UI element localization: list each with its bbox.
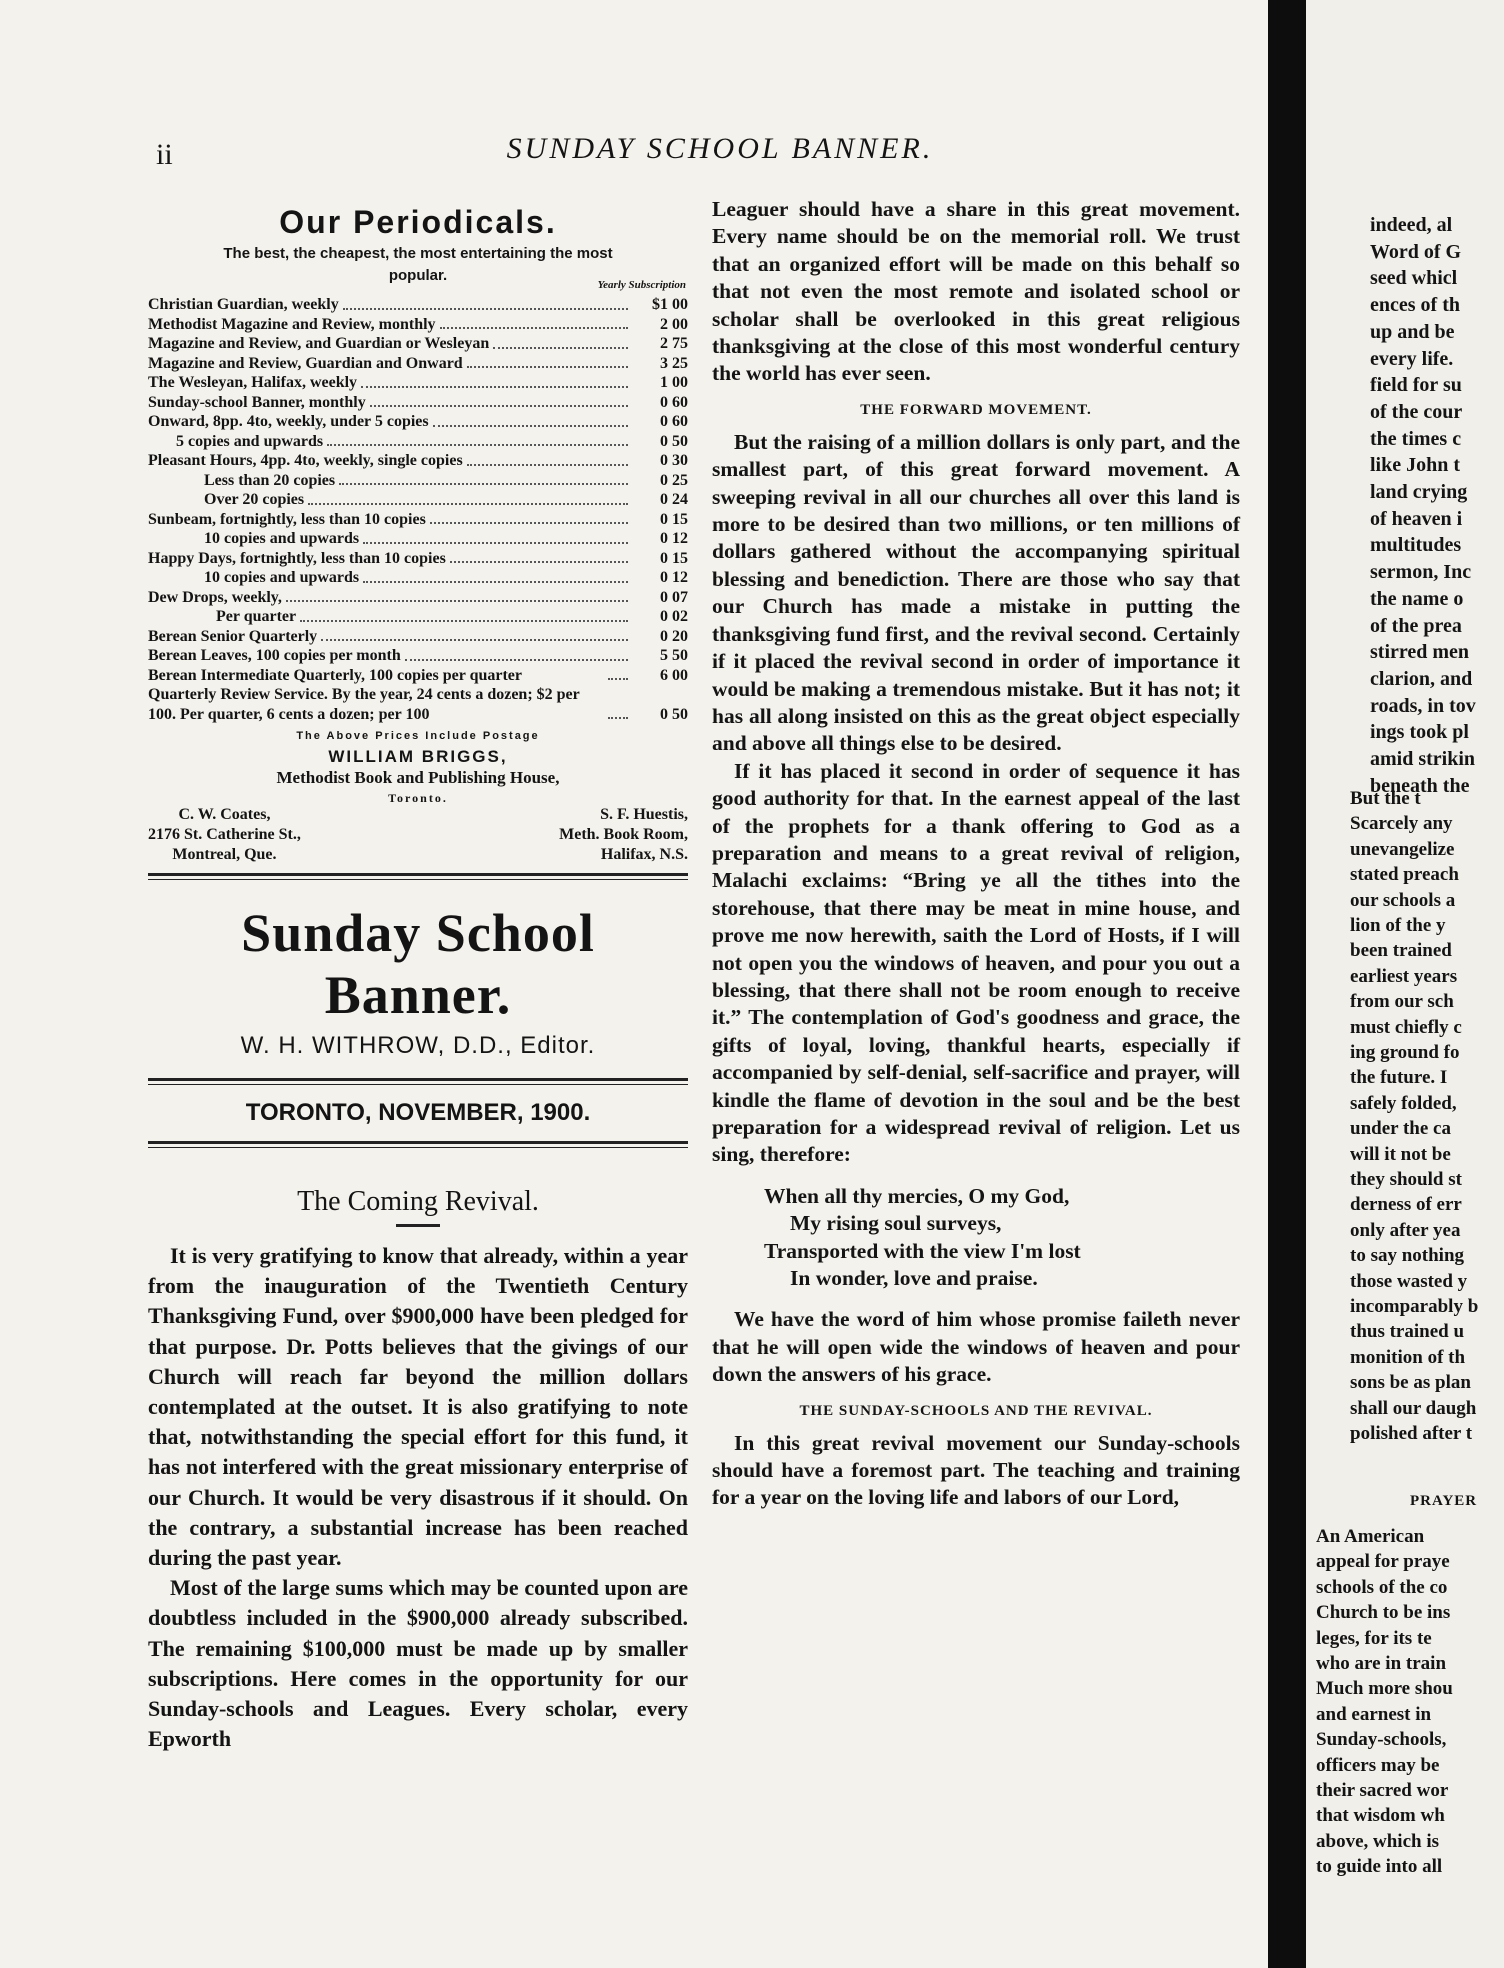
adjacent-text-line: amid strikin (1370, 748, 1476, 770)
periodical-name: Sunday-school Banner, monthly (148, 393, 366, 411)
article-paragraph: Most of the large sums which may be counted upon are doubtless included in the $900,000 already subscribed. The remaining $100,000 must be made up by smaller subscriptions. Here comes in the opportunity for our Sunday-schools and Leagues. Every scholar, every Epworth (148, 1575, 688, 1752)
leader-dots (608, 678, 628, 680)
leader-dots (343, 308, 628, 310)
leader-dots (308, 503, 628, 505)
rule-divider (148, 1078, 688, 1085)
adjacent-text-line: seed whicl (1370, 267, 1458, 290)
adjacent-text-line: the times c (1370, 427, 1462, 450)
price-list-item (148, 685, 688, 724)
price-list-item (148, 373, 688, 393)
price-list-item (148, 451, 688, 471)
leader-dots (300, 620, 628, 622)
price-list-item (148, 646, 688, 666)
periodical-price: 0 07 (660, 588, 688, 606)
publisher-block (148, 746, 688, 809)
price-list-item (148, 393, 688, 413)
adjacent-text-line: that wisdom wh (1316, 1805, 1445, 1827)
adjacent-text-line: thus trained u (1350, 1321, 1465, 1343)
publisher-name: WILLIAM BRIGGS, (328, 747, 508, 766)
price-list-item (148, 334, 688, 354)
periodical-price: 6 00 (660, 666, 688, 684)
hymn-line: Transported with the view I'm lost (764, 1238, 1081, 1263)
article-paragraph: In this great revival movement our Sunday-schools should have a foremost part. The teaching and training for a year on the loving life and labors of our Lord, (712, 1430, 1240, 1510)
article-paragraph: It is very gratifying to know that already, within a year from the inauguration of the Twentieth Century Thanksgiving Fund, over $900,000 have been pledged for that purpose. Dr. Potts believes that the givings of our Church will reach far beyond the million dollars contemplated at the outset. It is also gratifying to note that, notwithstanding the special effort for this fund, it has not interfered with the great missionary enterprise of our Church. It would be very disastrous if it should. On the contrary, a substantial increase has been reached during the past year. (148, 1243, 688, 1571)
price-list-item (148, 315, 688, 335)
adjacent-text-line: been trained (1350, 940, 1452, 962)
adjacent-text-line: schools of the co (1316, 1576, 1448, 1598)
periodical-name: Methodist Magazine and Review, monthly (148, 315, 436, 333)
leader-dots (467, 464, 628, 466)
periodical-price: 0 02 (660, 608, 688, 625)
adjacent-text-line: lion of the y (1350, 915, 1446, 936)
adjacent-text-line: stated preach (1350, 864, 1459, 886)
periodical-price: 0 25 (660, 471, 688, 489)
adjacent-text-line: incomparably b (1350, 1296, 1479, 1317)
adjacent-text-line: under the ca (1350, 1118, 1451, 1140)
editor-line: W. H. WITHROW, D.D., Editor. (240, 1032, 596, 1059)
adjacent-text-line: above, which is (1316, 1830, 1439, 1852)
periodical-name: Less than 20 copies (204, 471, 336, 489)
adjacent-text-line: every life. (1370, 347, 1454, 370)
leader-dots (450, 561, 628, 563)
periodical-price: 5 50 (660, 647, 688, 664)
periodicals-subtitle: The best, the cheapest, the most entertaining the most popular. (223, 245, 613, 284)
leader-dots (493, 347, 628, 349)
leader-dots (467, 366, 628, 368)
adjacent-text-line: their sacred wor (1316, 1780, 1449, 1801)
rule-divider (148, 873, 688, 880)
periodical-name: Christian Guardian, weekly (148, 296, 339, 313)
periodical-name: Sunbeam, fortnightly, less than 10 copies (148, 510, 426, 528)
adjacent-text-line: Word of G (1370, 240, 1462, 263)
price-list-item (148, 666, 688, 686)
adjacent-text-line: field for su (1370, 374, 1462, 397)
masthead-title: Sunday School Banner. (241, 903, 595, 1025)
adjacent-text-line: ings took pl (1370, 721, 1469, 744)
leader-dots (339, 483, 628, 485)
periodical-price: 0 15 (660, 510, 688, 528)
periodical-price: 0 50 (660, 705, 688, 723)
adjacent-text-line: monition of th (1350, 1346, 1466, 1368)
article-paragraph: We have the word of him whose promise faileth never that he will open wide the windows of heaven and pour down the answers of his grace. (712, 1307, 1240, 1387)
rule-divider (148, 1141, 688, 1148)
postage-note: The Above Prices Include Postage (296, 730, 540, 742)
periodical-name: Over 20 copies (204, 491, 305, 508)
adjacent-text-line: shall our daugh (1350, 1397, 1477, 1419)
agent-montreal-address: 2176 St. Catherine St., (148, 826, 301, 843)
periodical-name: 10 copies and upwards (204, 569, 360, 586)
hymn-line: My rising soul surveys, (790, 1211, 1002, 1236)
periodical-name: Quarterly Review Service. By the year, 24 cents a dozen; $2 per 100. Per quarter, 6 cents a dozen; per 100 (148, 686, 580, 723)
adjacent-text-line: An American (1316, 1526, 1425, 1547)
article-title: The Coming Revival. (297, 1186, 539, 1217)
price-list-item (148, 588, 688, 608)
adjacent-text-line: those wasted y (1350, 1270, 1468, 1292)
leader-dots (370, 405, 628, 407)
price-list-item (148, 490, 688, 510)
periodical-price: 2 00 (660, 315, 688, 333)
periodical-price: 0 60 (660, 413, 688, 430)
agent-halifax-name: S. F. Huestis, (600, 806, 688, 823)
periodical-name: Magazine and Review, Guardian and Onward (148, 354, 463, 372)
running-title: SUNDAY SCHOOL BANNER. (506, 132, 934, 165)
adjacent-text-line: who are in train (1316, 1653, 1447, 1674)
publisher-city: Toronto. (388, 791, 448, 805)
adjacent-text-line: the future. I (1350, 1067, 1448, 1089)
adjacent-text-line: stirred men (1370, 641, 1470, 664)
adjacent-section-heading: PRAYER (1410, 1493, 1478, 1509)
periodical-price: 0 12 (660, 569, 688, 586)
periodical-name: Onward, 8pp. 4to, weekly, under 5 copies (148, 413, 429, 430)
adjacent-text-line: appeal for praye (1316, 1551, 1450, 1573)
adjacent-text-line: to guide into all (1316, 1856, 1443, 1878)
adjacent-text-line: leges, for its te (1316, 1627, 1432, 1649)
periodical-price: 0 15 (660, 549, 688, 567)
adjacent-text-line: ing ground fo (1350, 1042, 1460, 1063)
periodical-name: Magazine and Review, and Guardian or Wesleyan (148, 335, 490, 352)
leader-dots (321, 639, 628, 641)
column-right (712, 196, 1240, 1512)
adjacent-text-line: Sunday-schools, (1316, 1729, 1447, 1751)
periodical-price: 1 00 (660, 374, 688, 391)
adjacent-text-line: Scarcely any (1350, 813, 1453, 835)
periodical-name: 10 copies and upwards (204, 530, 360, 547)
adjacent-text-line: clarion, and (1370, 667, 1473, 690)
section-heading: THE FORWARD MOVEMENT. (860, 401, 1092, 418)
periodical-name: Per quarter (216, 608, 297, 625)
adjacent-text-line: they should st (1350, 1169, 1462, 1190)
periodical-price: 0 24 (660, 491, 688, 508)
adjacent-text-line: Much more shou (1316, 1678, 1453, 1700)
adjacent-text-line: roads, in tov (1370, 694, 1476, 717)
agents (148, 805, 688, 865)
agent-montreal (148, 805, 301, 865)
periodical-price: 0 50 (660, 432, 688, 450)
price-list-item (148, 295, 688, 315)
periodical-price: 3 25 (660, 354, 688, 372)
adjacent-text-line: land crying (1370, 481, 1468, 503)
price-list (148, 295, 688, 724)
price-list-item (148, 549, 688, 569)
adjacent-text-line: multitudes (1370, 534, 1462, 557)
adjacent-text-line: derness of err (1350, 1194, 1462, 1216)
leader-dots (363, 542, 628, 544)
publisher-house: Methodist Book and Publishing House, (276, 768, 560, 787)
leader-dots (327, 444, 628, 446)
adjacent-text-line: the name o (1370, 587, 1464, 610)
periodical-price: $1 00 (652, 296, 688, 313)
leader-dots (361, 386, 628, 388)
leader-dots (363, 581, 628, 583)
title-rule (396, 1224, 440, 1227)
adjacent-text-line: from our sch (1350, 991, 1454, 1013)
periodical-price: 0 20 (660, 627, 688, 645)
leader-dots (608, 717, 628, 719)
price-list-item (148, 510, 688, 530)
adjacent-text-line: of the cour (1370, 400, 1463, 423)
periodical-name: Pleasant Hours, 4pp. 4to, weekly, single copies (148, 452, 463, 469)
price-list-item (148, 412, 688, 432)
price-list-item (148, 354, 688, 374)
adjacent-text-line: of the prea (1370, 614, 1462, 637)
column-left (148, 198, 688, 1754)
leader-dots (430, 522, 628, 524)
price-list-item (148, 529, 688, 549)
adjacent-text-line: But the t (1350, 788, 1421, 809)
adjacent-text-line: our schools a (1350, 889, 1456, 911)
periodical-price: 0 60 (660, 393, 688, 411)
folio: ii (156, 138, 173, 171)
adjacent-text-line: up and be (1370, 320, 1455, 343)
adjacent-text-line: only after yea (1350, 1219, 1461, 1241)
periodical-name: The Wesleyan, Halifax, weekly (148, 374, 358, 391)
adjacent-text-line: ences of th (1370, 294, 1460, 317)
adjacent-text-line: indeed, al (1370, 214, 1453, 236)
section-heading: THE SUNDAY-SCHOOLS AND THE REVIVAL. (799, 1402, 1153, 1419)
adjacent-text-line: polished after t (1350, 1423, 1473, 1444)
adjacent-page-fragment (1306, 0, 1504, 1968)
leader-dots (286, 600, 628, 602)
periodical-price: 2 75 (660, 335, 688, 352)
leader-dots (405, 659, 628, 661)
periodicals-title: Our Periodicals. (279, 204, 557, 240)
adjacent-text-line: sons be as plan (1350, 1372, 1471, 1394)
adjacent-text-line: will it not be (1350, 1143, 1451, 1165)
yearly-subscription-label: Yearly Subscription (597, 279, 686, 291)
periodical-name: Berean Intermediate Quarterly, 100 copies per quarter (148, 666, 522, 684)
adjacent-text-line: and earnest in (1316, 1703, 1432, 1725)
periodical-name: Dew Drops, weekly, (148, 588, 282, 606)
article-paragraph: But the raising of a million dollars is only part, and the smallest part, of this great forward movement. A sweeping revival in all our churches all over this land is more to be desired than two millions, or ten millions of dollars gathered without the accompanying spiritual blessing and benediction. There are those who say that our Church has made a mistake in putting the thanksgiving fund first, and the revival second. Certainly if it placed the revival second in order of importance it would be making a tremendous mistake. But it has not; it has all along insisted on this as the great object especially and above all things else to be desired. (712, 429, 1240, 756)
periodical-name: Berean Leaves, 100 copies per month (148, 647, 401, 664)
hymn-verse (764, 1183, 1240, 1293)
hymn-line: In wonder, love and praise. (790, 1266, 1038, 1291)
adjacent-text-line: officers may be (1316, 1754, 1440, 1776)
leader-dots (440, 327, 628, 329)
adjacent-text-line: Church to be ins (1316, 1602, 1451, 1624)
adjacent-text-line: to say nothing (1350, 1245, 1465, 1267)
adjacent-text-line: sermon, Inc (1370, 561, 1472, 584)
periodical-name: 5 copies and upwards (176, 432, 324, 450)
adjacent-text-line: must chiefly c (1350, 1016, 1462, 1038)
leader-dots (433, 425, 628, 427)
article-paragraph: Leaguer should have a share in this great movement. Every name should be on the memorial roll. We trust that an organized effort will be made on this behalf so that not even the most remote and isolated school or scholar shall be overlooked in this great religious thanksgiving at the close of this most wonderful century the world has ever seen. (712, 197, 1240, 386)
agent-halifax-city: Halifax, N.S. (600, 846, 688, 863)
adjacent-text-line: safely folded, (1350, 1092, 1457, 1114)
adjacent-text-line: of heaven i (1370, 507, 1463, 530)
adjacent-text-line: beneath the (1370, 774, 1470, 797)
price-list-item (148, 627, 688, 647)
hymn-line: When all thy mercies, O my God, (764, 1183, 1070, 1208)
periodical-price: 0 12 (660, 530, 688, 547)
book-gutter (1268, 0, 1306, 1968)
periodical-name: Happy Days, fortnightly, less than 10 copies (148, 549, 446, 567)
adjacent-text-line: unevangelize (1350, 838, 1455, 860)
agent-halifax-address: Meth. Book Room, (559, 826, 688, 843)
price-list-item (148, 471, 688, 491)
periodical-name: Berean Senior Quarterly (148, 627, 318, 645)
adjacent-text-line: earliest years (1350, 965, 1458, 987)
agent-montreal-name: C. W. Coates, (178, 806, 271, 823)
price-list-item (148, 432, 688, 452)
price-list-item (148, 607, 688, 627)
agent-montreal-city: Montreal, Que. (172, 846, 277, 863)
price-list-item (148, 568, 688, 588)
agent-halifax (559, 805, 688, 865)
dateline: TORONTO, NOVEMBER, 1900. (245, 1099, 591, 1126)
article-paragraph: If it has placed it second in order of sequence it has good authority for that. In the earnest appeal of the last of the prophets for a thank offering to God as a preparation and means to a great revival of religion, Malachi exclaims: “Bring ye all the tithes into the storehouse, that there may be meat in mine house, and prove me now herewith, saith the Lord of Hosts, if I will not open you the windows of heaven, and pour you out a blessing, that there shall not be room enough to receive it.” The contemplation of God's goodness and grace, the gifts of loyal, loving, thankful hearts, especially if accompanied by self-denial, self-sacrifice and prayer, will kindle the flame of devotion in the soul and be the best preparation for a widespread revival of religion. Let us sing, therefore: (712, 758, 1240, 1167)
periodical-price: 0 30 (660, 452, 688, 469)
adjacent-text-line: like John t (1370, 454, 1461, 477)
